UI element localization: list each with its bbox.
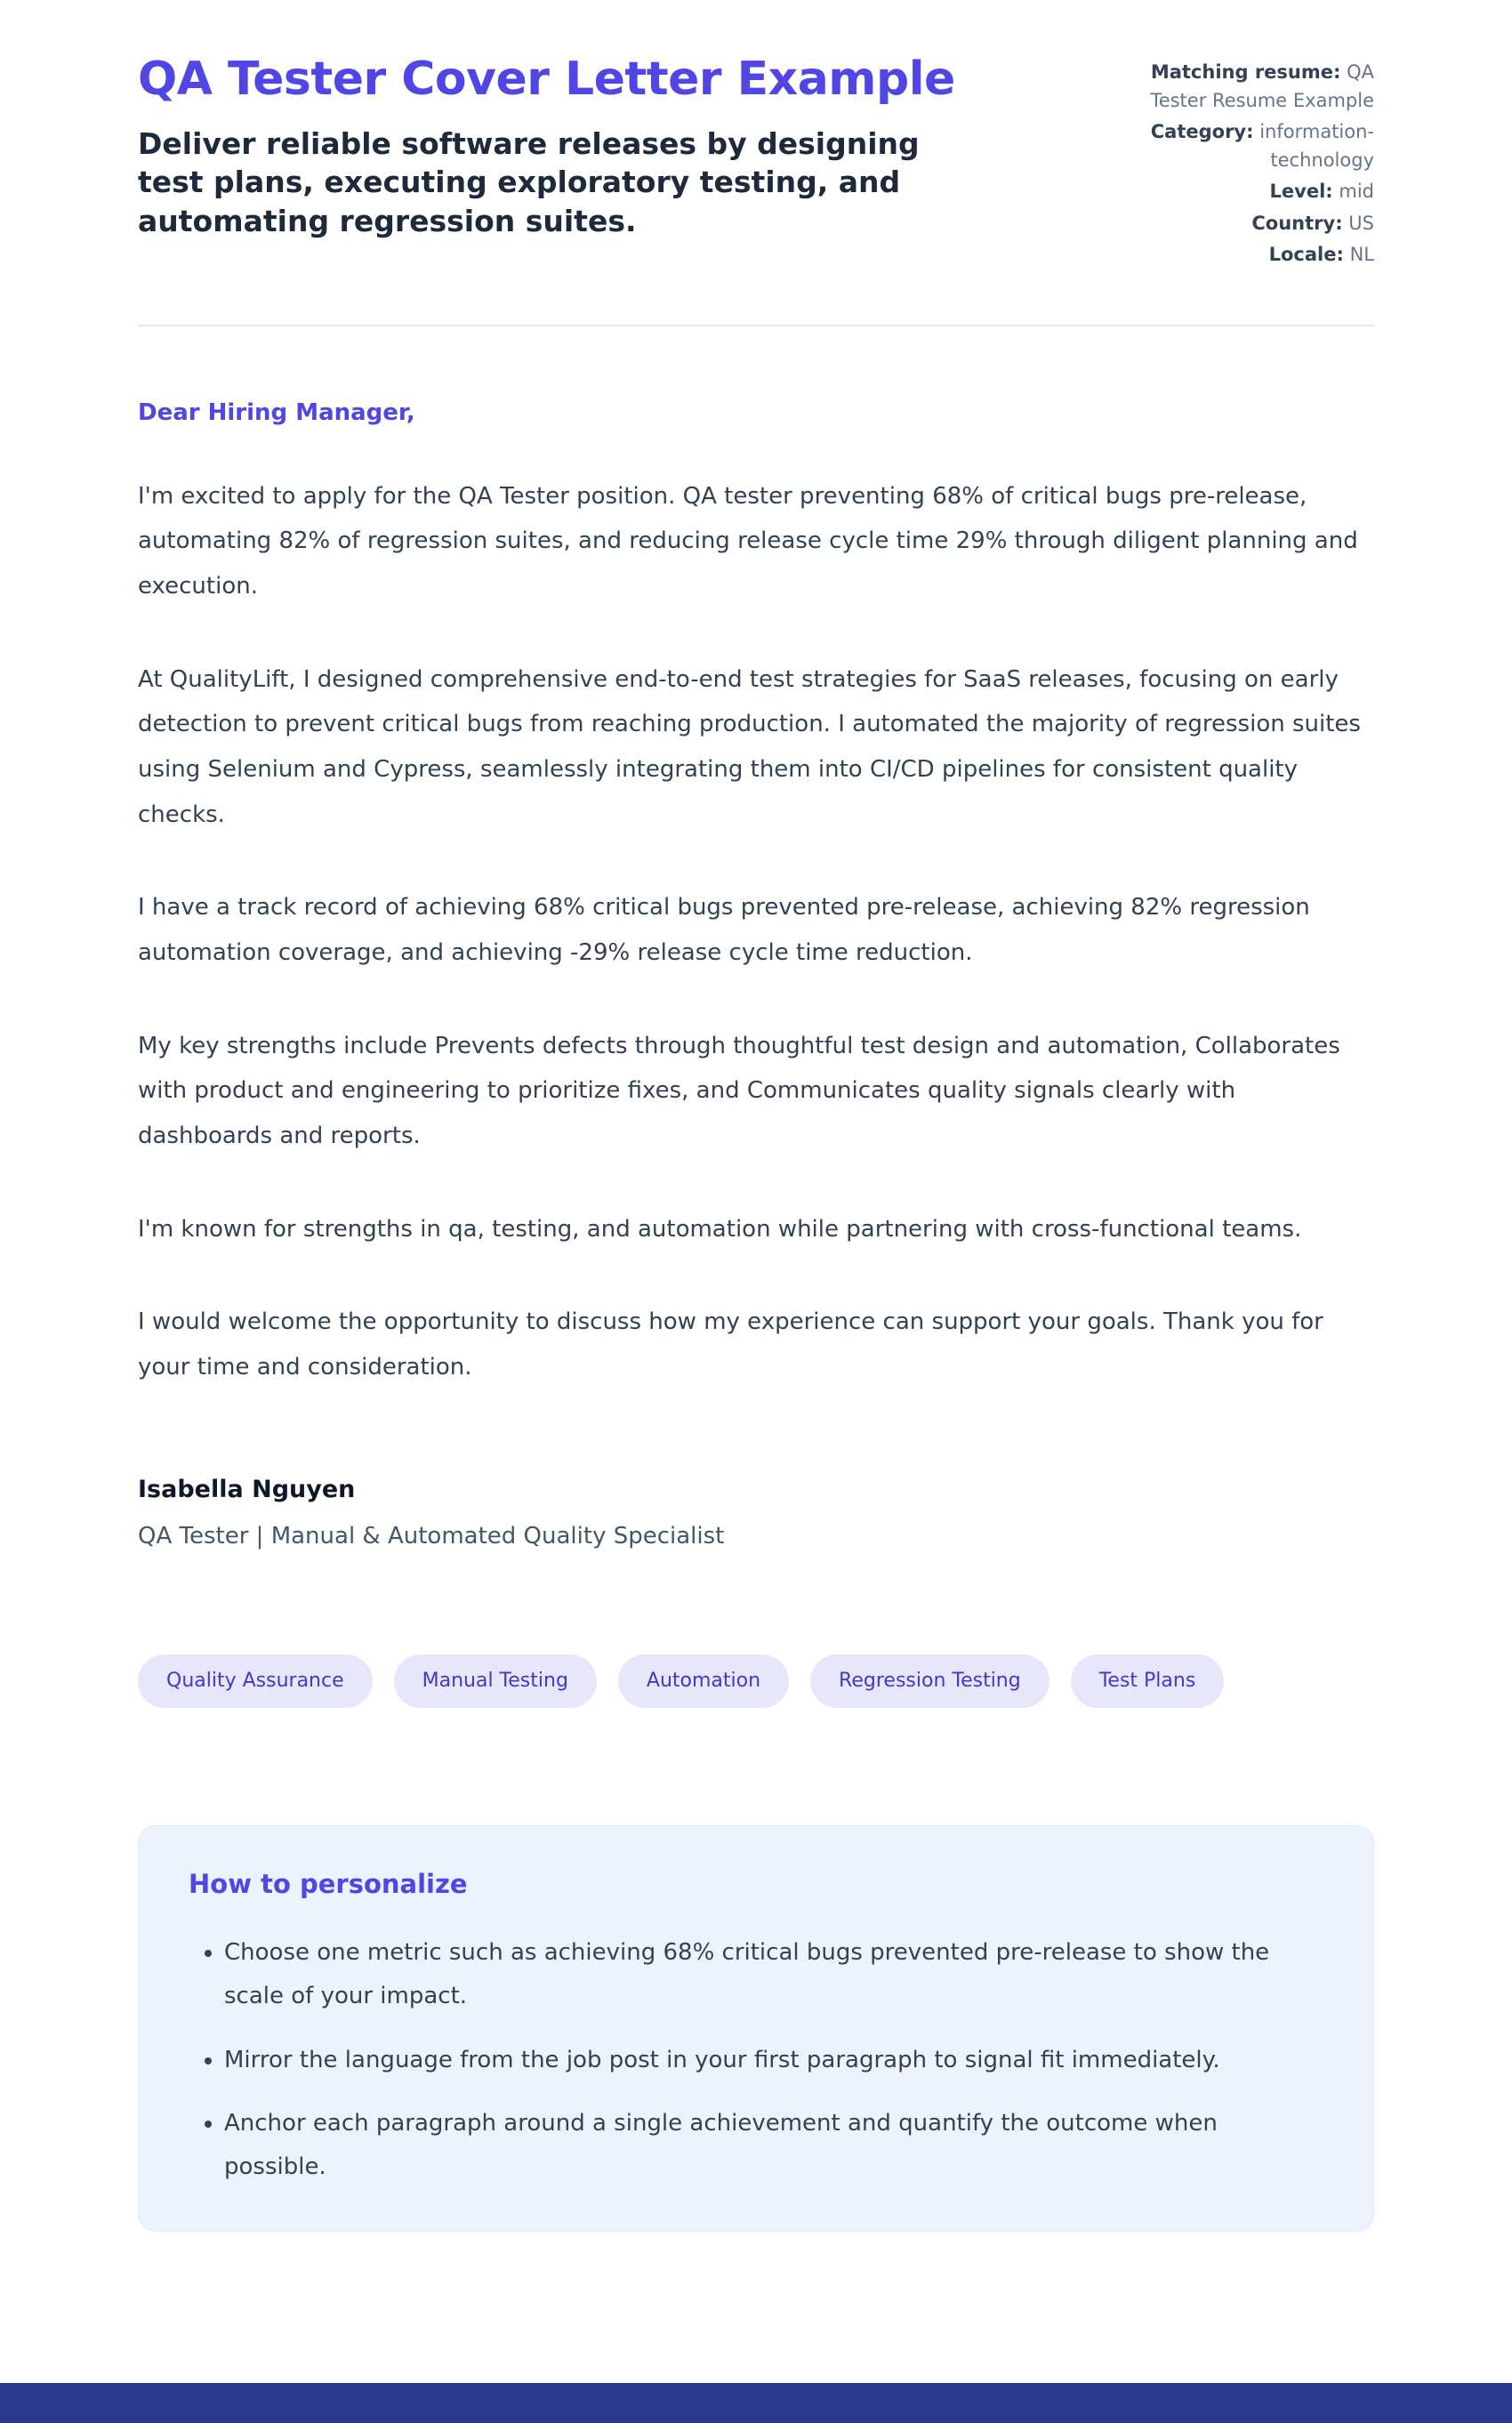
letter-paragraph: I have a track record of achieving 68% critical bugs prevented pre-release, achieving 82% regression automation coverage, and achieving -29% release cycle time reduction. <box>138 894 1310 966</box>
meta-category <box>1138 118 1374 174</box>
header-divider <box>138 325 1374 326</box>
personalize-bullet: • Choose one metric such as achieving 68% critical bugs prevented pre-release to show the scale of your impact. <box>224 1931 1318 2019</box>
letter-paragraph: My key strengths include Prevents defects through thoughtful test design and automation, Collaborates with product and engineering to prioritize fixes, and Communicates quality signals clearly with dashboards and reports. <box>138 1032 1340 1150</box>
meta-locale <box>1138 241 1374 270</box>
personalize-box <box>138 1825 1374 2232</box>
personalize-bullet: • Mirror the language from the job post in your first paragraph to signal fit immediately. <box>224 2039 1318 2082</box>
meta-label: Category: <box>1150 121 1254 142</box>
signature-block <box>138 1476 1374 1550</box>
tag-automation[interactable]: Automation <box>618 1654 789 1708</box>
letter-paragraph: I'm excited to apply for the QA Tester position. QA tester preventing 68% of critical bugs pre-release, automating 82% of regression suites, and reducing release cycle time 29% through diligent planning and execution. <box>138 482 1358 600</box>
page-title: QA Tester Cover Letter Example <box>138 52 955 106</box>
meta-label: Level: <box>1269 181 1333 202</box>
meta-value: QA Tester Resume Example <box>1150 61 1374 111</box>
tag-manual-testing[interactable]: Manual Testing <box>394 1654 597 1708</box>
meta-level <box>1138 178 1374 206</box>
meta-value: information-technology <box>1259 121 1374 171</box>
resume-meta-block <box>1138 53 1374 273</box>
meta-value: mid <box>1339 181 1374 202</box>
meta-label: Matching resume: <box>1150 61 1341 83</box>
personalize-title: How to personalize <box>189 1868 468 1899</box>
personalize-bullet: • Anchor each paragraph around a single achievement and quantify the outcome when possible. <box>224 2102 1318 2190</box>
signature-role: QA Tester | Manual & Automated Quality Specialist <box>138 1522 725 1550</box>
header-titles <box>138 53 955 240</box>
personalize-list <box>189 1931 1323 2190</box>
meta-label: Country: <box>1251 212 1343 234</box>
page-subtitle: Deliver reliable software releases by designing test plans, executing exploratory testing, and automating regression suites. <box>138 125 920 238</box>
tag-quality-assurance[interactable]: Quality Assurance <box>138 1654 373 1708</box>
signature-name: Isabella Nguyen <box>138 1475 356 1503</box>
meta-value: NL <box>1349 244 1374 265</box>
letter-paragraph: I'm known for strengths in qa, testing, and automation while partnering with cross-functional teams. <box>138 1215 1302 1243</box>
tag-regression-testing[interactable]: Regression Testing <box>810 1654 1050 1708</box>
meta-value: US <box>1348 212 1374 234</box>
tags-row <box>138 1654 1374 1708</box>
page-header <box>138 53 1374 273</box>
letter-paragraph: At QualityLift, I designed comprehensive end-to-end test strategies for SaaS releases, focusing on early detection to prevent critical bugs from reaching production. I automated the majority of regression suites using Selenium and Cypress, seamlessly integrating them into CI/CD pipelines for consistent quality checks. <box>138 665 1361 828</box>
meta-matching-resume <box>1138 59 1374 115</box>
footer-bar <box>0 2383 1512 2423</box>
letter-greeting: Dear Hiring Manager, <box>138 398 415 426</box>
letter-body <box>138 474 1374 1390</box>
meta-label: Locale: <box>1268 244 1344 265</box>
letter-paragraph: I would welcome the opportunity to discuss how my experience can support your goals. Thank you for your time and consideration. <box>138 1308 1323 1381</box>
tag-test-plans[interactable]: Test Plans <box>1071 1654 1225 1708</box>
meta-country <box>1138 210 1374 238</box>
